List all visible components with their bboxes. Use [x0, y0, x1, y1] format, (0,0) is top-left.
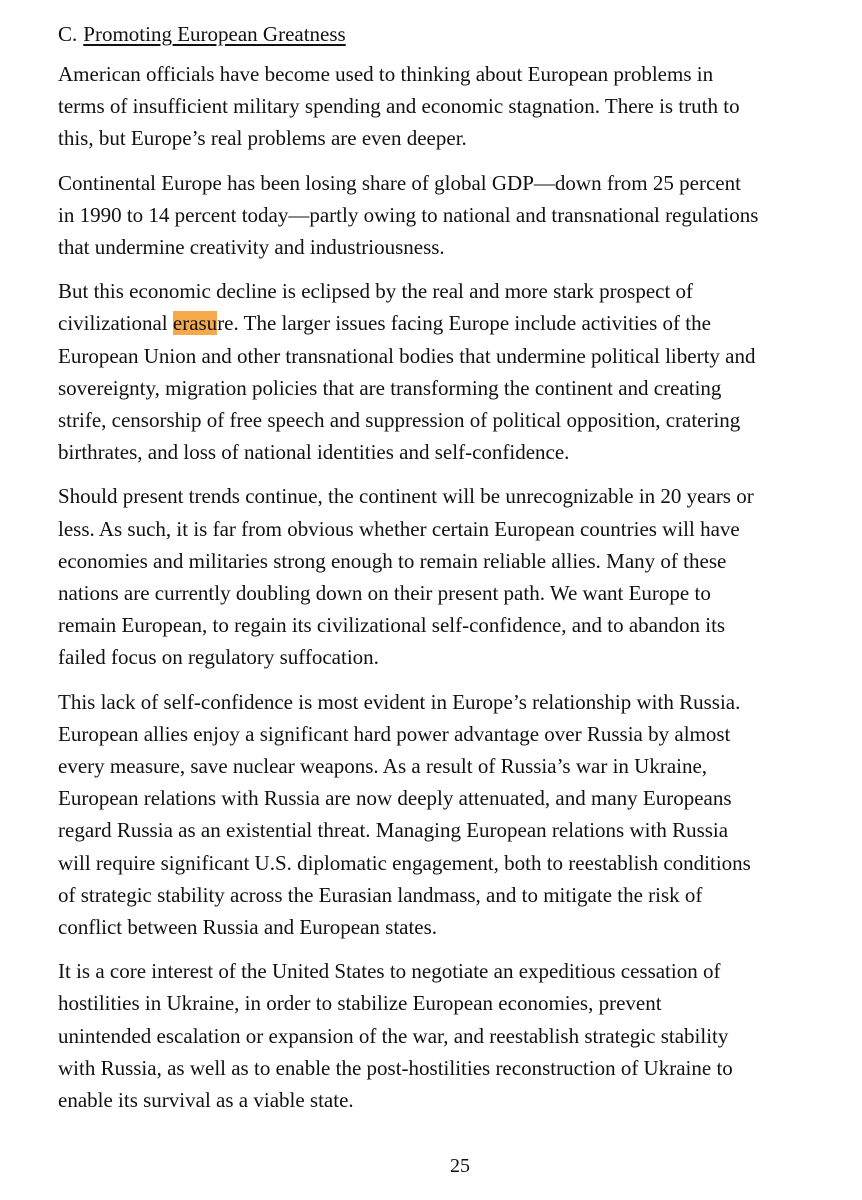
text-line: every measure, save nuclear weapons. As a result of Russia’s war in Ukraine, — [58, 754, 708, 779]
page-number: 25 — [450, 1155, 470, 1177]
section-letter: C. — [58, 22, 78, 46]
text-line: But this economic decline is eclipsed by the real and more stark prospect of — [58, 279, 694, 304]
text-line: sovereignty, migration policies that are transforming the continent and creating — [58, 375, 722, 400]
text-line: terms of insufficient military spending and economic stagnation. There is truth to — [58, 94, 740, 119]
text-line: European relations with Russia are now deeply attenuated, and many Europeans — [58, 786, 732, 811]
text-line: It is a core interest of the United States to negotiate an expeditious cessation of — [58, 959, 721, 984]
text-line: remain European, to regain its civilizational self-confidence, and to abandon its — [58, 613, 726, 638]
text-line: less. As such, it is far from obvious whether certain European countries will have — [58, 516, 740, 541]
text-line: with Russia, as well as to enable the post-hostilities reconstruction of Ukraine to — [58, 1055, 733, 1080]
paragraph-6 — [58, 955, 862, 1116]
paragraph-1 — [58, 58, 862, 155]
document-page — [58, 18, 862, 1128]
paragraph-3 — [58, 275, 862, 468]
body-text — [58, 58, 862, 1116]
section-title: Promoting European Greatness — [83, 22, 346, 46]
text-line: that undermine creativity and industriousness. — [58, 235, 445, 260]
text-line: failed focus on regulatory suffocation. — [58, 645, 379, 670]
text-line: Should present trends continue, the continent will be unrecognizable in 20 years or — [58, 484, 754, 509]
text-line: strife, censorship of free speech and suppression of political opposition, cratering — [58, 408, 741, 433]
text-line: This lack of self-confidence is most evident in Europe’s relationship with Russia. — [58, 689, 741, 714]
text-line: birthrates, and loss of national identities and self-confidence. — [58, 440, 570, 465]
text-line: in 1990 to 14 percent today—partly owing to national and transnational regulations — [58, 202, 759, 227]
paragraph-2 — [58, 167, 862, 264]
text-line: this, but Europe’s real problems are even deeper. — [58, 126, 467, 151]
text-line: of strategic stability across the Eurasian landmass, and to mitigate the risk of — [58, 882, 703, 907]
text-line: American officials have become used to thinking about European problems in — [58, 62, 714, 86]
text-line: conflict between Russia and European states. — [58, 915, 438, 940]
text-line: enable its survival as a viable state. — [58, 1088, 354, 1113]
paragraph-4 — [58, 480, 862, 673]
text-line: economies and militaries strong enough to remain reliable allies. Many of these — [58, 548, 727, 573]
highlighted-text: erasu — [172, 311, 218, 336]
paragraph-5 — [58, 686, 862, 944]
section-heading — [58, 18, 862, 50]
text-line: civilizational erasure. The larger issues facing Europe include activities of the — [58, 311, 711, 336]
text-line: hostilities in Ukraine, in order to stabilize European economies, prevent — [58, 991, 662, 1016]
text-line: nations are currently doubling down on their present path. We want Europe to — [58, 581, 711, 606]
text-line: regard Russia as an existential threat. Managing European relations with Russia — [58, 818, 729, 843]
text-line: Continental Europe has been losing share of global GDP—down from 25 percent — [58, 170, 741, 195]
text-line: unintended escalation or expansion of the war, and reestablish strategic stability — [58, 1023, 729, 1048]
text-line: European Union and other transnational bodies that undermine political liberty and — [58, 343, 756, 368]
text-line: will require significant U.S. diplomatic engagement, both to reestablish conditions — [58, 850, 751, 875]
text-line: European allies enjoy a significant hard power advantage over Russia by almost — [58, 721, 731, 746]
